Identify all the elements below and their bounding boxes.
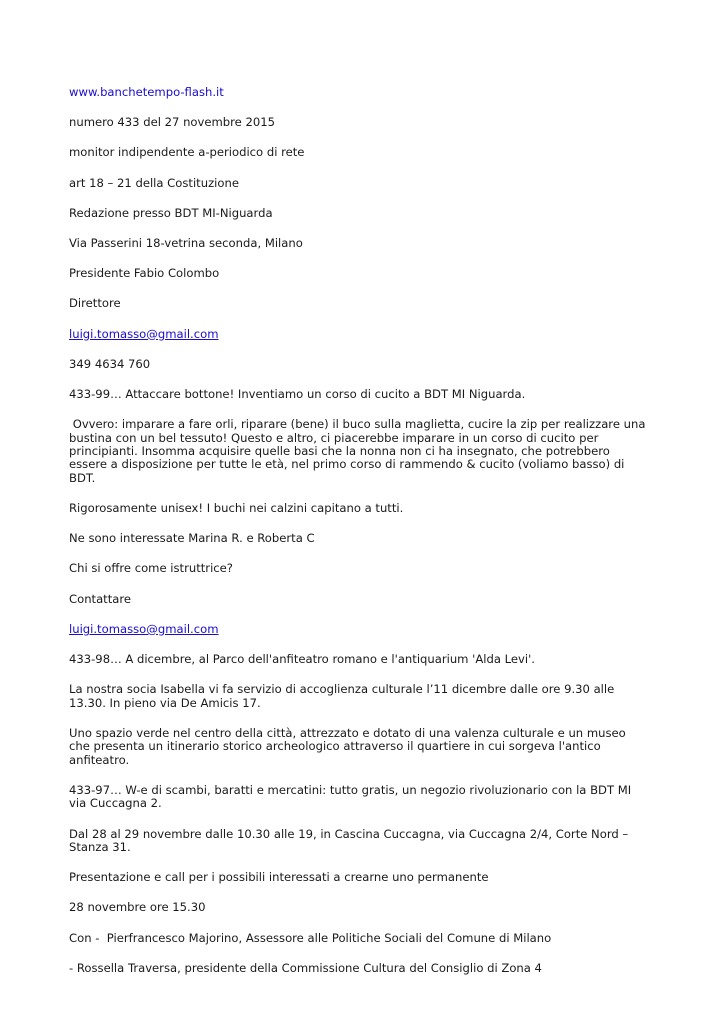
article-97-title: 433-97… W-e di scambi, baratti e mercatini: tutto gratis, un negozio rivoluzionario con la BDT MI via Cuccagna 2. — [69, 782, 632, 811]
article-97-presentation: Presentazione e call per i possibili interessati a crearne uno permanente — [69, 870, 489, 885]
constitution-line: art 18 – 21 della Costituzione — [69, 175, 239, 190]
president-line: Presidente Fabio Colombo — [69, 266, 220, 281]
director-email-link[interactable]: luigi.tomasso@gmail.com — [69, 326, 219, 341]
issue-line: numero 433 del 27 novembre 2015 — [69, 115, 275, 130]
document-body — [69, 86, 649, 992]
article-98-title: 433-98… A dicembre, al Parco dell'anfiteatro romano e l'antiquarium 'Alda Levi'. — [69, 652, 535, 667]
article-97-speaker-1: Con - Pierfrancesco Majorino, Assessore alle Politiche Sociali del Comune di Milano — [69, 930, 552, 945]
address-line: Via Passerini 18-vetrina seconda, Milano — [69, 236, 303, 251]
contact-email-link[interactable]: luigi.tomasso@gmail.com — [69, 621, 219, 636]
article-98-body-2: Uno spazio verde nel centro della città, attrezzato e dotato di una valenza culturale e un museo che presenta un itinerario storico archeologico attraverso il quartiere in cui sorgeva l'antico anfiteatro. — [69, 725, 626, 767]
article-99-contact-line — [69, 623, 649, 636]
website-line — [69, 86, 649, 99]
article-99-unisex: Rigorosamente unisex! I buchi nei calzini capitano a tutti. — [69, 501, 404, 516]
director-line: Direttore — [69, 296, 121, 311]
article-99-title: 433-99… Attaccare bottone! Inventiamo un corso di cucito a BDT MI Niguarda. — [69, 387, 526, 402]
article-97-dates: Dal 28 al 29 novembre dalle 10.30 alle 19, in Cascina Cuccagna, via Cuccagna 2/4, Corte Nord – Stanza 31. — [69, 826, 629, 854]
article-97-datetime: 28 novembre ore 15.30 — [69, 900, 206, 915]
article-99-interested: Ne sono interessate Marina R. e Roberta C — [69, 531, 315, 546]
article-97-speaker-2: - Rossella Traversa, presidente della Commissione Cultura del Consiglio di Zona 4 — [69, 960, 542, 975]
email-line — [69, 328, 649, 341]
article-99-question: Chi si offre come istruttrice? — [69, 561, 233, 576]
article-99-contact-label: Contattare — [69, 591, 132, 606]
article-98-body-1: La nostra socia Isabella vi fa servizio di accoglienza culturale l’11 dicembre dalle ore 9.30 alle 13.30. In pieno via De Amicis 17. — [69, 682, 615, 710]
description-line: monitor indipendente a-periodico di rete — [69, 145, 305, 160]
website-link[interactable]: www.banchetempo-flash.it — [69, 85, 224, 99]
phone-line: 349 4634 760 — [69, 356, 151, 371]
article-99-body: Ovvero: imparare a fare orli, riparare (bene) il buco sulla maglietta, cucire la zip per realizzare una bustina con un bel tessuto! Questo e altro, ci piacerebbe imparare in un corso di cucito per principianti. Insomma acquisire quelle basi che la nonna non ci ha insegnato, che potrebbero essere a disposizione per tutte le età, nel primo corso di rammendo & cucito (voliamo basso) di BDT. — [69, 417, 650, 485]
editorial-office-line: Redazione presso BDT MI-Niguarda — [69, 205, 273, 220]
